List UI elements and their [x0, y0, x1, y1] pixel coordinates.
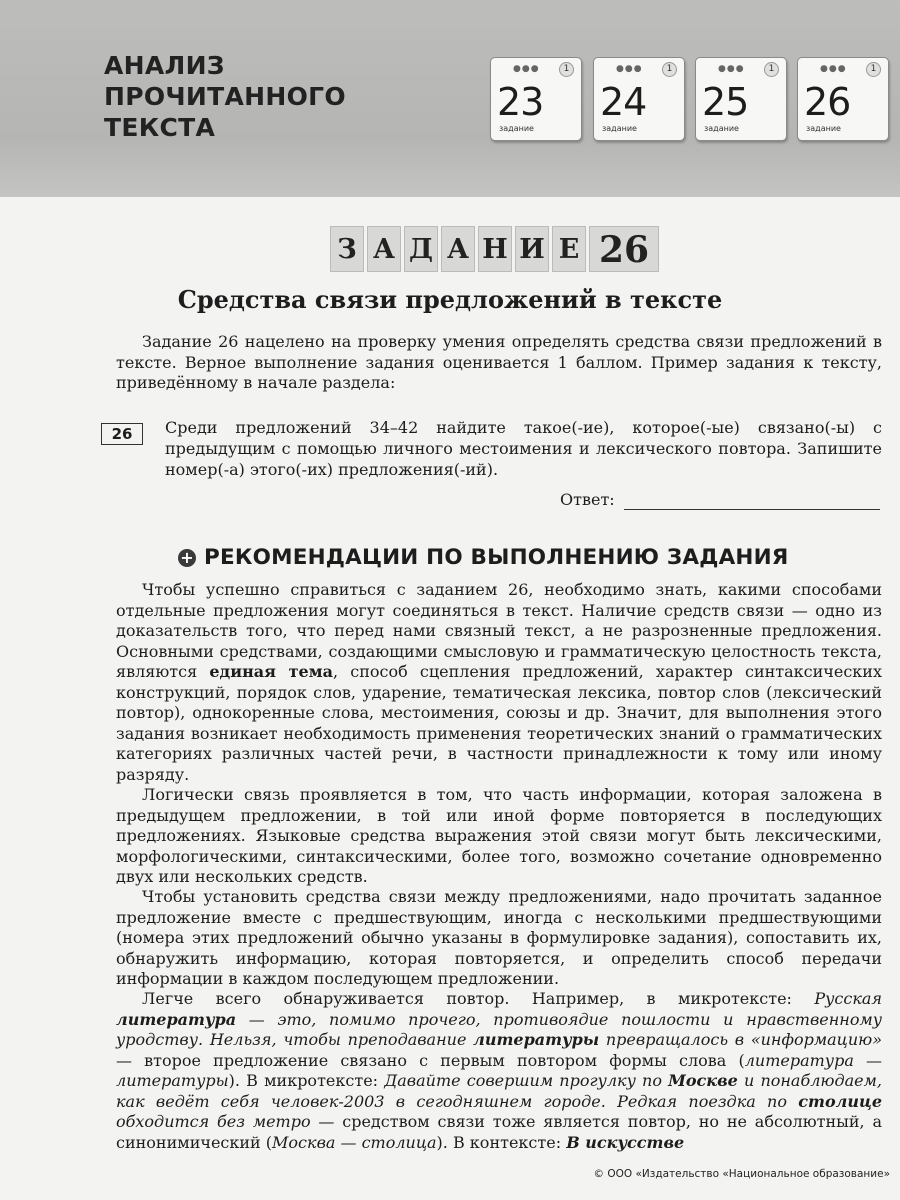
recommendation-paragraph-1 — [116, 580, 882, 785]
repeated-word: Москве — [668, 1071, 738, 1090]
task-card-label: задание — [704, 124, 739, 133]
repeated-word: столице — [798, 1091, 882, 1111]
answer-label: Ответ: — [560, 490, 615, 509]
task-card-number: 23 — [497, 80, 544, 124]
paragraph-run: Легче всего обнаруживается повтор. Например, в микротексте: — [142, 989, 815, 1008]
points-badge: 1 — [764, 62, 779, 77]
page-heading: Средства связи предложений в тексте — [177, 285, 723, 314]
recommendation-paragraph-3: Чтобы установить средства связи между предложениями, надо прочитать заданное предложение вместе с предшествующим, иногда с несколькими предшествующими (номера этих предложений обычно указаны в формулировке задания), сопоставить их, обнаружить информацию, которая повторяется, и определить способ передачи информации в каждом последующем предложении. — [116, 887, 882, 988]
example-run: превращалось в «информацию» — [599, 1030, 883, 1049]
task-card-number: 25 — [702, 80, 749, 124]
task-card-label: задание — [602, 124, 637, 133]
paragraph-text: Чтобы успешно справиться с заданием 26, необходимо знать, какими способами отдельные предложения могут соединяться в текст. Наличие средств связи — одно из доказательств того, что перед нами связный текст, а не разрозненные предложения. Основными средствами, создающими смысловую и грамматическую целостность текста, являются — [116, 580, 882, 681]
section-title-line: ТЕКСТА — [104, 113, 216, 142]
section-title — [104, 50, 346, 143]
paragraph-text: , способ сцепления предложений, характер синтаксических конструкций, порядок слов, ударение, тематическая лексика, повтор слов (лексический повтор), однокоренные слова, местоимения, союзы и др. Значит, для выполнения этого задания возникает необходимость применения теоретических знаний о грамматических категориях различных частей речи, в частности принадлежности к тому или иному разряду. — [116, 662, 882, 784]
example-run: и понаблюдаем, как ведёт себя человек-2003 в сегодняшнем городе. Редкая поездка по — [116, 1071, 882, 1111]
banner-letter: А — [441, 226, 475, 272]
task-card-23 — [490, 57, 582, 141]
task-card-label: задание — [499, 124, 534, 133]
section-title-line: АНАЛИЗ — [104, 51, 225, 80]
intro-paragraph: Задание 26 нацелено на проверку умения определять средства связи предложений в тексте. Верное выполнение задания оценивается 1 баллом. Пример задания к тексту, приведённому в начале раздела: — [116, 332, 882, 392]
example-run: Русская — [814, 989, 882, 1008]
task-card-25 — [695, 57, 787, 141]
task-text: Среди предложений 34–42 найдите такое(-ие), которое(-ые) связано(-ы) с предыдущим с помощью личного местоимения и лексического повтора. Запишите номер(-а) этого(-их) предложения(-ий). — [165, 418, 882, 479]
task-number-box: 26 — [101, 423, 143, 445]
task-card-number: 24 — [600, 80, 647, 124]
example-run: литература — литературы — [116, 1050, 883, 1090]
banner-letter: А — [367, 226, 401, 272]
paragraph-run: ). В контексте: — [436, 1132, 567, 1152]
repeated-word: литература — [116, 1009, 237, 1029]
banner-task-number: 26 — [589, 226, 659, 272]
banner-letter: И — [515, 226, 549, 272]
plus-icon: + — [178, 549, 196, 567]
paragraph-run: — второе предложение связано с первым повтором формы слова ( — [116, 1050, 745, 1070]
banner-letter: Е — [552, 226, 586, 272]
banner-letter: Н — [478, 226, 512, 272]
difficulty-dots-icon: ●●● — [718, 64, 745, 74]
bold-term: единая тема — [209, 662, 333, 681]
section-header — [0, 0, 900, 197]
banner-letter: Д — [404, 226, 438, 272]
example-run: обходится без метро — [116, 1112, 311, 1131]
repeated-word: литературы — [473, 1030, 600, 1049]
points-badge: 1 — [559, 62, 574, 77]
paragraph-run: — средством связи тоже является повтор, но не абсолютный, а синонимический ( — [116, 1112, 882, 1152]
recommendation-paragraph-4 — [116, 989, 882, 1153]
example-run: — это, помимо прочего, противоядие пошлости и нравственному уродству. Нельзя, чтобы преподавание — [116, 1009, 882, 1049]
task-card-26 — [797, 57, 889, 141]
task-card-number: 26 — [804, 80, 851, 124]
banner-letter: З — [330, 226, 364, 272]
difficulty-dots-icon: ●●● — [513, 64, 540, 74]
difficulty-dots-icon: ●●● — [820, 64, 847, 74]
paragraph-run: ). В микротексте: — [228, 1071, 385, 1090]
repeated-word: В искусстве — [566, 1132, 685, 1152]
points-badge: 1 — [866, 62, 881, 77]
task-card-24 — [593, 57, 685, 141]
points-badge: 1 — [662, 62, 677, 77]
example-run: Москва — столица — [272, 1132, 437, 1152]
answer-line — [624, 509, 880, 510]
task-card-label: задание — [806, 124, 841, 133]
copyright-footer: © ООО «Издательство «Национальное образование» — [593, 1168, 890, 1180]
example-run: Давайте совершим прогулку по — [384, 1071, 669, 1090]
recommendation-paragraph-2: Логически связь проявляется в том, что часть информации, которая заложена в предыдущем предложении, в той или иной форме повторяется в последующих предложениях. Языковые средства выражения этой связи могут быть лексическими, морфологическими, синтаксическими, более того, возможно сочетание одновременно двух или нескольких средств. — [116, 785, 882, 886]
difficulty-dots-icon: ●●● — [616, 64, 643, 74]
recommendations-heading: РЕКОМЕНДАЦИИ ПО ВЫПОЛНЕНИЮ ЗАДАНИЯ — [204, 545, 789, 570]
section-title-line: ПРОЧИТАННОГО — [104, 82, 346, 111]
